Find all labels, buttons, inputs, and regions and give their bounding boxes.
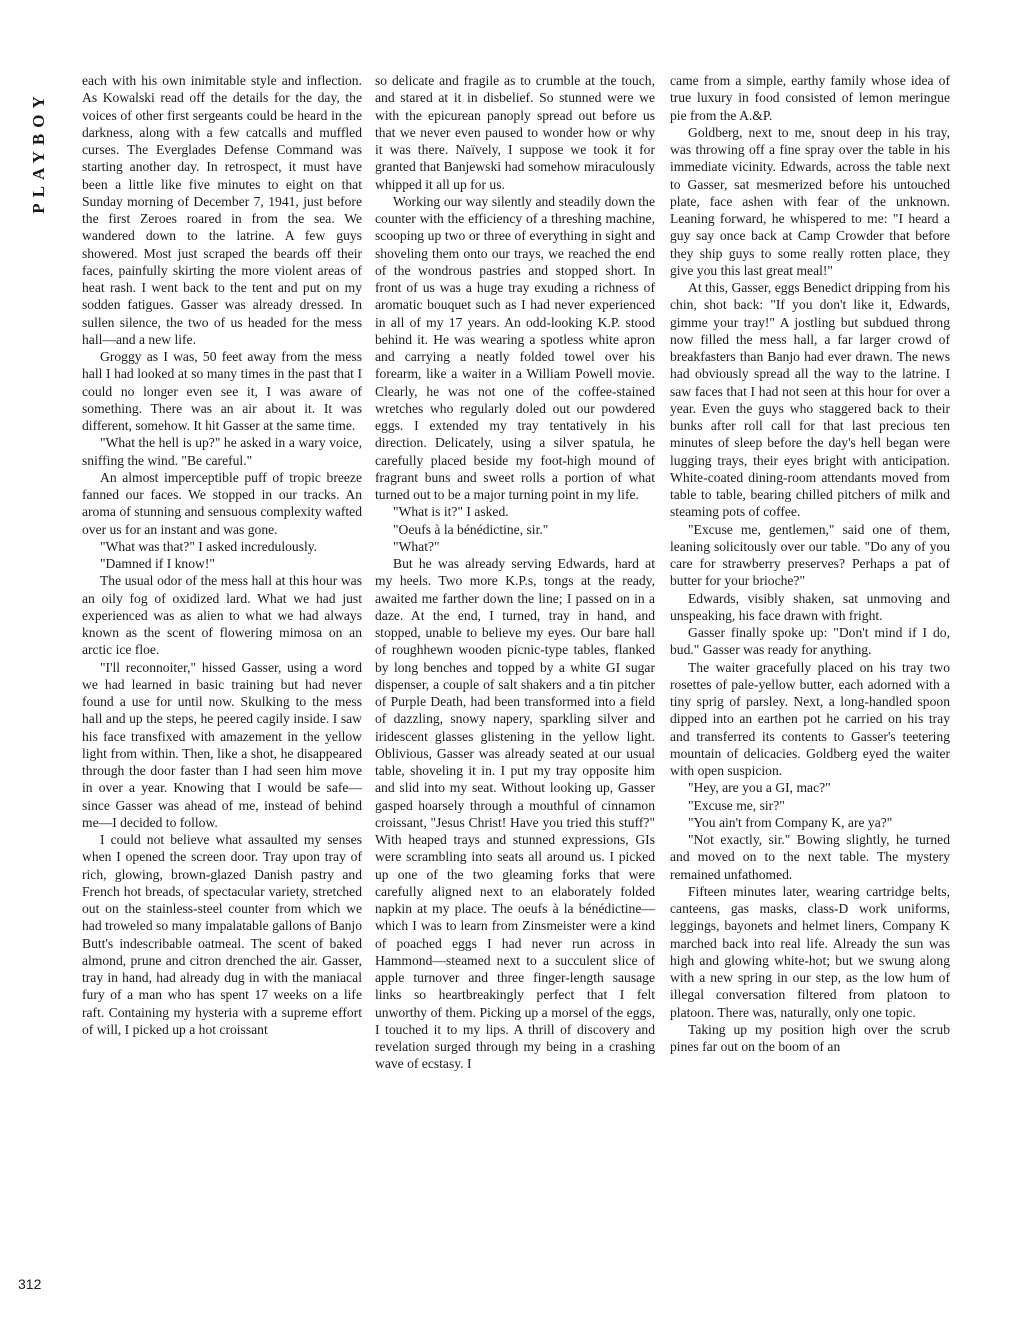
paragraph: each with his own inimitable style and inflection. As Kowalski read off the details for the day, the voices of other first sergeants could be heard in the darkness, along with a few catcalls and muffled curses. The Everglades Defense Command was starting another day. In retrospect, it must have been a little like five minutes to eight on that Sunday morning of December 7, 1941, just before the first Zeroes roared in from the sea. We wandered down to the latrine. A few guys showered. Most just scraped the beards off their faces, painfully skirting the more violent areas of heat rash. I went back to the tent and put on my sodden fatigues. Gasser was already dressed. In sullen silence, the two of us headed for the mess hall—and a new life. bbox=[82, 73, 362, 347]
paragraph: Groggy as I was, 50 feet away from the mess hall I had looked at so many times in the past that I could no longer even see it, I was aware of something. There was an air about it. It was different, somehow. It hit Gasser at the same time. bbox=[82, 349, 362, 433]
paragraph: "What was that?" I asked incredulously. bbox=[100, 538, 318, 554]
paragraph: "Excuse me, sir?" bbox=[688, 797, 785, 813]
paragraph: Gasser finally spoke up: "Don't mind if I do, bud." Gasser was ready for anything. bbox=[670, 625, 950, 658]
paragraph: The waiter gracefully placed on his tray two rosettes of pale-yellow butter, each adorned with a tiny sprig of parsley. Next, a long-handled spoon dipped into an earthen pot he carried on his tray and transferred its contents to Gasser's teetering mountain of delicacies. Goldberg eyed the waiter with open suspicion. bbox=[670, 659, 950, 778]
paragraph: "Not exactly, sir." Bowing slightly, he turned and moved on to the next table. The mystery remained unfathomed. bbox=[670, 832, 950, 882]
paragraph: "Hey, are you a GI, mac?" bbox=[688, 780, 831, 796]
masthead-title: PLAYBOY bbox=[29, 90, 48, 214]
paragraph: Fifteen minutes later, wearing cartridge belts, canteens, gas masks, class-D work uniforms, leggings, bayonets and helmet liners, Company K marched back into real life. Already the sun was high and glowing white-hot; but we swung along with a new spring in our step, as the low hum of illegal conversation filtered from platoon to platoon. There was, naturally, only one topic. bbox=[670, 883, 950, 1020]
paragraph: Edwards, visibly shaken, sat unmoving and unspeaking, his face drawn with fright. bbox=[670, 590, 950, 623]
page-number: 312 bbox=[18, 1276, 42, 1292]
text-column-3 bbox=[670, 72, 950, 1055]
paragraph: "Excuse me, gentlemen," said one of them, leaning solicitously over our table. "Do any of you care for strawberry preserves? Perhaps a pat of butter for your brioche?" bbox=[670, 521, 950, 589]
paragraph: "What the hell is up?" he asked in a wary voice, sniffing the wind. "Be careful." bbox=[82, 435, 362, 468]
paragraph: I could not believe what assaulted my senses when I opened the screen door. Tray upon tray of rich, glowing, brown-glazed Danish pastry and French hot breads, of spectacular variety, stretched out on the stainless-steel counter from which we had troweled so many impalatable gallons of Banjo Butt's indescribable oatmeal. The scent of baked almond, prune and citron drenched the air. Gasser, tray in hand, had already dug in with the maniacal fury of a man who has spent 17 weeks on a life raft. Containing my hysteria with a supreme effort of will, I picked up a hot croissant bbox=[82, 832, 362, 1037]
paragraph: Goldberg, next to me, snout deep in his tray, was throwing off a fine spray over the table in his immediate vicinity. Edwards, across the table next to Gasser, sat mesmerized before his untouched plate, face ashen with fear of the unknown. Leaning forward, he whispered to me: "I heard a guy say once back at Camp Crowder that before they ship guys to some really rotten place, they give you this last great meal!" bbox=[670, 124, 950, 278]
paragraph: so delicate and fragile as to crumble at the touch, and stared at it in disbelief. So stunned were we with the epicurean panoply spread out before us that we never even paused to wonder how or why it was there. Naïvely, I suppose we took it for granted that Banjewski had somehow miraculously whipped it all up for us. bbox=[375, 73, 655, 192]
paragraph: "Oeufs à la bénédictine, sir." bbox=[393, 521, 549, 537]
text-column-1 bbox=[82, 72, 362, 1038]
paragraph: "Damned if I know!" bbox=[100, 556, 215, 571]
paragraph: The usual odor of the mess hall at this hour was an oily fog of oxidized lard. What we had just experienced was as alien to what we had always known as the scent of flowering mimosa on an arctic ice floe. bbox=[82, 573, 362, 658]
paragraph: "You ain't from Company K, are ya?" bbox=[688, 814, 893, 830]
text-column-2 bbox=[375, 72, 655, 1073]
magazine-masthead bbox=[22, 78, 56, 214]
paragraph: An almost imperceptible puff of tropic breeze fanned our faces. We stopped in our tracks. An aroma of stunning and sensuous complexity wafted over us for an instant and was gone. bbox=[82, 469, 362, 537]
paragraph: "I'll reconnoiter," hissed Gasser, using a word we had learned in basic training but had never found a use for until now. Skulking to the mess hall and up the steps, he peered cagily inside. I saw his face transfixed with amazement in the yellow light from within. Then, like a shot, he disappeared through the door faster than I had seen him move in over a year. Knowing that I would be safe—since Gasser was ahead of me, instead of behind me—I decided to follow. bbox=[82, 659, 362, 830]
paragraph: Working our way silently and steadily down the counter with the efficiency of a threshing machine, scooping up two or three of everything in sight and shoveling them onto our trays, we reached the end of the wondrous pastries and stopped short. In front of us was a huge tray exuding a richness of aromatic bouquet such as I had never experienced in all of my 17 years. An odd-looking K.P. stood behind it. He was wearing a spotless white apron and carrying a neatly folded towel over his forearm, like a waiter in a William Powell movie. Clearly, he was not one of the coffee-stained wretches who regularly doled out our powdered eggs. I extended my tray tentatively in his direction. Delicately, using a silver spatula, he carefully placed beside my foot-high mound of fragrant buns and sweet rolls a portion of what turned out to be a major turning point in my life. bbox=[375, 193, 655, 502]
paragraph: But he was already serving Edwards, hard at my heels. Two more K.P.s, tongs at the ready, awaited me farther down the line; I passed on in a daze. At the end, I turned, tray in hand, and stopped, unable to believe my eyes. Our bare hall of roughhewn wooden picnic-type tables, flanked by long benches and topped by a white GI sugar dispenser, a couple of salt shakers and a tin pitcher of Purple Death, had been transformed into a field of dazzling, snowy napery, sparkling silver and iridescent glasses glistening in the yellow light. Oblivious, Gasser was already seated at our usual table, shoveling it in. I put my tray opposite him and slid into my seat. Without looking up, Gasser gasped hoarsely through a mouthful of cinnamon croissant, "Jesus Christ! Have you tried this stuff?" With heaped trays and stunned expressions, GIs were scrambling into seats all around us. I picked up one of the two gleaming forks that were carefully aligned next to an elaborately folded napkin at my place. The oeufs à la bénédictine—which I was to learn from Zinsmeister were a kind of poached eggs I had never run across in Hammond—steamed next to a succulent slice of apple turnover and three finger-length sausage links so heartbreakingly perfect that I felt unworthy of them. Picking up a morsel of the eggs, I touched it to my lips. A thrill of discovery and revelation surged through my being in a crashing wave of ecstasy. I bbox=[375, 556, 655, 1072]
paragraph: "What?" bbox=[393, 538, 440, 554]
paragraph: came from a simple, earthy family whose idea of true luxury in food consisted of lemon meringue pie from the A.&P. bbox=[670, 73, 950, 123]
paragraph: Taking up my position high over the scrub pines far out on the boom of an bbox=[670, 1021, 950, 1054]
paragraph: "What is it?" I asked. bbox=[393, 504, 509, 520]
paragraph: At this, Gasser, eggs Benedict dripping from his chin, shot back: "If you don't like it, Edwards, gimme your tray!" A jostling but subdued throng now filled the mess hall, a far larger crowd of breakfasters than Banjo had ever drawn. The news had obviously spread all the way to the latrine. I saw faces that I had not seen at this hour for over a year. Even the guys who staggered back to their bunks after roll call for that last precious ten minutes of sleep before the day's hell began were lugging trays, their eyes bright with anticipation. White-coated dining-room attendants moved from table to table, bearing chilled pitchers of milk and steaming pots of coffee. bbox=[670, 280, 950, 520]
